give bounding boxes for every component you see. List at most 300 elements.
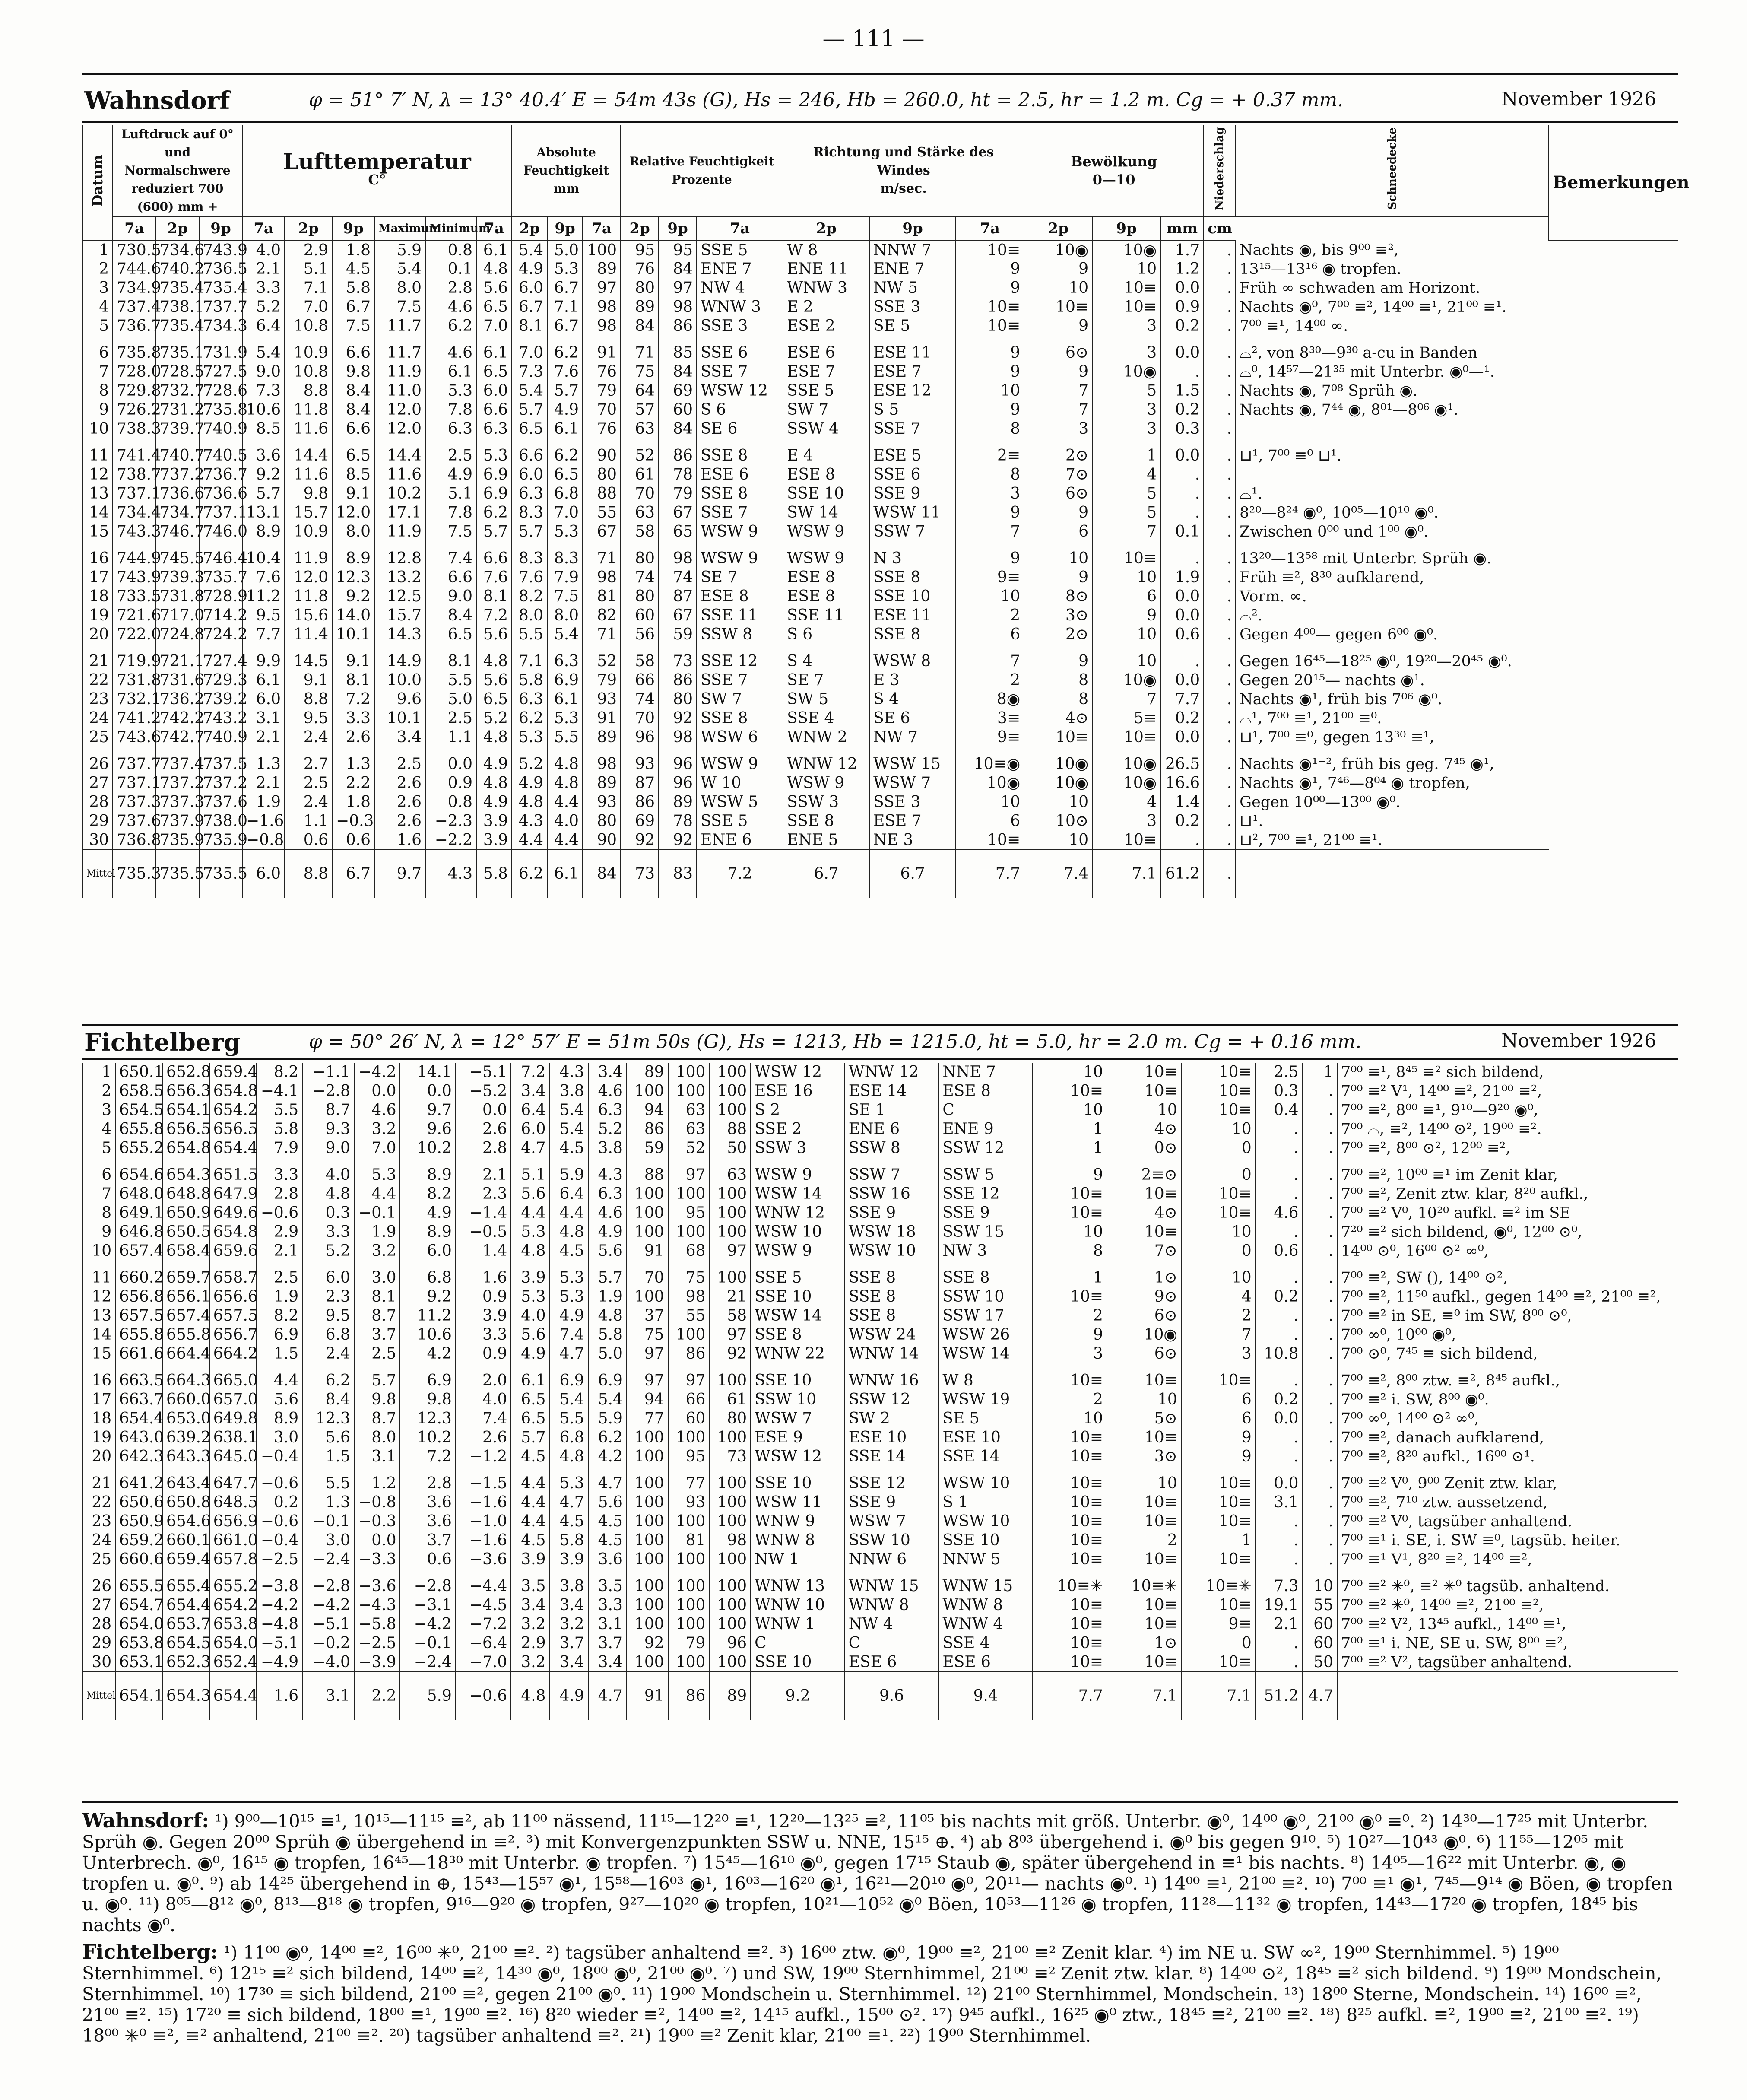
table-cell: 9.1 xyxy=(332,652,374,671)
table-cell: 4.6 xyxy=(425,298,476,317)
table-cell: 6⊙ xyxy=(1024,484,1092,503)
table-cell: 13¹⁵—13¹⁶ ◉ tropfen. xyxy=(1236,260,1549,279)
table-cell: 6.0 xyxy=(511,1120,549,1139)
table-cell: 649.6 xyxy=(209,1204,257,1223)
table-cell: −2.4 xyxy=(302,1550,354,1569)
table-cell: 6.4 xyxy=(242,317,285,336)
footnote-wahnsdorf: Wahnsdorf: ¹) 9⁰⁰—10¹⁵ ≡¹, 10¹⁵—11¹⁵ ≡², ab 11⁰⁰ nässend, 11¹⁵—12²⁰ ≡¹, 12²⁰—13²⁵ ≡², 11⁰⁵ bis nachts mit größ. Unterbr. ◉⁰, 14⁰⁰ ◉⁰, 21⁰⁰ ◉⁰ ≡⁰. ²) 14³⁰—17²⁵ mit Unterbr. Sprüh ◉. Gegen 20⁰⁰ Sprüh ◉ übergehend in ≡². ³) mit Konvergenzpunkten SSW u. NNE, 15¹⁵ ⊕. ⁴) ab 8⁰³ übergehend i. ◉⁰ bis gegen 9¹⁰. ⁵) 10²⁷—10⁴³ ◉⁰. ⁶) 11⁵⁵—12⁰⁵ mit Unterbrech. ◉⁰, 16¹⁵ ◉ tropfen, 16⁴⁵—18³⁰ mit Unterbr. ◉ tropfen. ⁷) 15⁴⁵—16¹⁰ ◉⁰, gegen 17¹⁵ Staub ◉, später übergehend in ≡¹ bis nachts. ⁸) 14⁰⁵—16²² mit Unterbr. ◉, ◉ tropfen u. ◉⁰. ⁹) ab 14²⁵ übergehend in ⊕, 15⁴³—15⁵⁷ ◉¹, 15⁵⁸—16⁰³ ◉¹, 16⁰³—16²⁰ ◉¹, 16²¹—20¹⁰ ◉⁰, 20¹¹— nachts ◉⁰. ¹) 14⁰⁰ ≡¹, 21⁰⁰ ≡². ¹⁰) 7⁰⁰ ≡¹ ◉¹, 7⁴⁵—9¹⁴ ◉ Böen, ◉ tropfen u. ◉⁰. ¹¹) 8⁰⁵—8¹² ◉⁰, 8¹³—8¹⁸ ◉ tropfen, 9¹⁶—9²⁰ ◉ tropfen, 9²⁷—10²⁰ ◉ tropfen, 10²¹—10⁵² ◉⁰ Böen, 10⁵³—11²⁶ ◉ tropfen, 11²⁸—11³² ◉ tropfen, 14⁴³—17²⁰ ◉ tropfen, 18⁴⁵ bis nachts ◉⁰. xyxy=(82,1809,1673,1935)
table-cell: 7 xyxy=(1024,400,1092,419)
table-cell: 664.4 xyxy=(162,1344,209,1363)
table-cell: 5.4 xyxy=(549,1120,588,1139)
table-cell: 656.3 xyxy=(162,1082,209,1101)
mean-row xyxy=(82,1672,1678,1720)
table-cell: 76 xyxy=(583,362,621,381)
table-cell: 2.1 xyxy=(456,1166,511,1185)
table-cell: 657.5 xyxy=(115,1306,162,1325)
table-cell: 10 xyxy=(1024,279,1092,298)
table-cell: 2.1 xyxy=(242,728,285,747)
table-cell: 3.6 xyxy=(242,446,285,465)
table-cell: 650.5 xyxy=(162,1223,209,1242)
table-cell: 1 xyxy=(1033,1268,1107,1287)
table-cell: . xyxy=(1204,400,1236,419)
table-cell: 6.7 xyxy=(512,298,547,317)
table-cell: 7.8 xyxy=(425,400,476,419)
table-cell: NW 1 xyxy=(751,1550,845,1569)
table-cell: 6.7 xyxy=(547,279,583,298)
table-cell: 5.9 xyxy=(549,1166,588,1185)
table-cell: 5.8 xyxy=(512,671,547,690)
table-cell: 8.0 xyxy=(547,606,583,625)
table-cell: 10 xyxy=(1033,1409,1107,1428)
table-cell: 12.3 xyxy=(302,1409,354,1428)
table-cell: . xyxy=(1160,549,1204,568)
table-cell: 100 xyxy=(709,1653,751,1672)
table-cell: 660.2 xyxy=(115,1268,162,1287)
table-cell: SSE 7 xyxy=(697,671,783,690)
table-cell: 2.3 xyxy=(456,1185,511,1204)
table-cell: ESE 8 xyxy=(697,587,783,606)
table-cell: 3.1 xyxy=(354,1447,400,1466)
table-row xyxy=(82,1204,1678,1223)
table-cell: 2.5 xyxy=(354,1344,400,1363)
table-cell: 12.0 xyxy=(332,503,374,522)
table-cell: 8.7 xyxy=(302,1101,354,1120)
table-cell: 6.3 xyxy=(547,652,583,671)
table-cell: 13 xyxy=(82,484,113,503)
table-cell: 10 xyxy=(1033,1223,1107,1242)
table-cell: 1⊙ xyxy=(1107,1634,1181,1653)
table-cell: 654.4 xyxy=(115,1409,162,1428)
table-cell: 1.8 xyxy=(332,793,374,812)
table-cell: 70 xyxy=(621,709,659,728)
table-cell: 2.3 xyxy=(302,1287,354,1306)
mean-cell: 4.9 xyxy=(549,1672,588,1720)
table-cell: 652.8 xyxy=(162,1063,209,1082)
table-cell: 6 xyxy=(956,812,1024,831)
table-cell: 7.8 xyxy=(425,503,476,522)
table-cell: 55 xyxy=(1303,1596,1338,1615)
mean-cell: 4.3 xyxy=(425,850,476,898)
table-row xyxy=(82,709,1678,728)
table-cell: 3⊙ xyxy=(1024,606,1092,625)
table-cell: 5.5 xyxy=(257,1101,303,1120)
table-cell: 8◉ xyxy=(956,690,1024,709)
table-cell: ESE 9 xyxy=(751,1428,845,1447)
table-cell: 17 xyxy=(82,1390,115,1409)
table-cell: . xyxy=(1303,1101,1338,1120)
table-cell: 2.9 xyxy=(257,1223,303,1242)
table-cell: 78 xyxy=(659,465,697,484)
table-cell: ESE 8 xyxy=(938,1082,1033,1101)
table-cell: 2.6 xyxy=(374,812,425,831)
table-cell: 10≡ xyxy=(1107,1185,1181,1204)
table-cell: 4.9 xyxy=(512,260,547,279)
table-cell: SSW 4 xyxy=(783,419,869,438)
table-cell: ESE 16 xyxy=(751,1082,845,1101)
table-cell: 656.8 xyxy=(115,1287,162,1306)
table-cell: 7.3 xyxy=(242,381,285,400)
table-cell: 737.7 xyxy=(113,755,156,774)
table-cell: . xyxy=(1303,1447,1338,1466)
table-cell: 75 xyxy=(668,1268,710,1287)
table-cell: 7.6 xyxy=(476,568,512,587)
table-cell: 12.3 xyxy=(400,1409,455,1428)
table-cell: 4.8 xyxy=(511,1242,549,1261)
table-cell: 10≡ xyxy=(1092,549,1160,568)
table-cell: 7.6 xyxy=(547,362,583,381)
table-cell: . xyxy=(1204,728,1236,747)
table-cell: 5.3 xyxy=(511,1287,549,1306)
table-cell: 10≡ xyxy=(1033,1493,1107,1512)
table-cell: SSW 8 xyxy=(697,625,783,644)
table-cell: 643.3 xyxy=(162,1447,209,1466)
table-row xyxy=(82,419,1678,438)
table-cell: 8.3 xyxy=(512,503,547,522)
table-cell: SSE 10 xyxy=(751,1371,845,1390)
table-cell: 95 xyxy=(621,241,659,260)
table-cell: 0.2 xyxy=(1256,1287,1303,1306)
table-cell: 4.8 xyxy=(547,755,583,774)
table-cell: 1.1 xyxy=(425,728,476,747)
table-row xyxy=(82,568,1678,587)
table-cell: ⌓¹, 7⁰⁰ ≡¹, 21⁰⁰ ≡⁰. xyxy=(1236,709,1549,728)
table-cell: 5.3 xyxy=(354,1166,400,1185)
table-cell: 10≡ xyxy=(1033,1447,1107,1466)
table-cell: 23 xyxy=(82,1512,115,1531)
table-cell: 742.2 xyxy=(156,709,199,728)
table-cell: 10 xyxy=(1024,793,1092,812)
table-cell: 746.4 xyxy=(199,549,242,568)
table-cell: 9≡ xyxy=(956,568,1024,587)
table-cell: 10.2 xyxy=(400,1139,455,1158)
table-cell: W 8 xyxy=(783,241,869,260)
table-cell: SSE 8 xyxy=(869,568,956,587)
footnotes xyxy=(82,1810,1678,2046)
table-cell: 8.0 xyxy=(332,522,374,541)
table-cell: SSE 8 xyxy=(697,484,783,503)
table-cell: 14.5 xyxy=(285,652,332,671)
table-cell: 0.0 xyxy=(354,1531,400,1550)
table-cell: 11 xyxy=(82,1268,115,1287)
table-cell: 733.5 xyxy=(113,587,156,606)
table-cell: 88 xyxy=(709,1120,751,1139)
table-cell: 0.3 xyxy=(1256,1082,1303,1101)
table-cell: SE 7 xyxy=(697,568,783,587)
table-cell: . xyxy=(1204,465,1236,484)
table-cell: 10≡ xyxy=(1181,1082,1256,1101)
table-cell: Früh ∞ schwaden am Horizont. xyxy=(1236,279,1549,298)
table-cell: S 6 xyxy=(783,625,869,644)
table-cell: 98 xyxy=(583,298,621,317)
table-cell: 7.1 xyxy=(285,279,332,298)
table-cell: 8.1 xyxy=(476,587,512,606)
table-cell: 731.8 xyxy=(113,671,156,690)
table-cell: 0.0 xyxy=(1256,1474,1303,1493)
table-cell: WSW 10 xyxy=(751,1223,845,1242)
table-cell: 100 xyxy=(709,1474,751,1493)
table-cell: 0.2 xyxy=(1256,1390,1303,1409)
table-cell: 60 xyxy=(668,1409,710,1428)
table-row xyxy=(82,625,1678,644)
table-cell: 11.7 xyxy=(374,343,425,362)
table-cell: 654.6 xyxy=(162,1512,209,1531)
table-cell: 10.6 xyxy=(400,1325,455,1344)
table-cell: 80 xyxy=(621,549,659,568)
table-cell: 6.7 xyxy=(332,298,374,317)
table-cell: 5.9 xyxy=(374,241,425,260)
table-cell: 16.6 xyxy=(1160,774,1204,793)
table-cell: 9.8 xyxy=(332,362,374,381)
table-cell: 9 xyxy=(956,362,1024,381)
table-cell: 2.7 xyxy=(285,755,332,774)
table-cell: 657.4 xyxy=(162,1306,209,1325)
table-cell: 5.6 xyxy=(588,1242,627,1261)
table-cell: 7 xyxy=(956,522,1024,541)
table-cell: 10≡ xyxy=(1033,1596,1107,1615)
table-cell: 732.1 xyxy=(113,690,156,709)
table-cell: 10≡ xyxy=(1107,1428,1181,1447)
table-cell: 79 xyxy=(583,381,621,400)
mean-row xyxy=(82,850,1678,898)
table-cell: WSW 24 xyxy=(845,1325,939,1344)
table-cell: 11.8 xyxy=(285,587,332,606)
table-cell: 57 xyxy=(621,400,659,419)
table-cell: 665.0 xyxy=(209,1371,257,1390)
table-cell: 7⁰⁰ ≡², 8⁰⁰ ⊙², 12⁰⁰ ≡², xyxy=(1337,1139,1678,1158)
table-cell: 639.2 xyxy=(162,1428,209,1447)
table-cell: 654.3 xyxy=(162,1166,209,1185)
table-cell: 6.6 xyxy=(512,446,547,465)
table-cell: 50 xyxy=(1303,1653,1338,1672)
table-cell: 0.2 xyxy=(1160,317,1204,336)
table-cell: 4.7 xyxy=(588,1474,627,1493)
table-row xyxy=(82,1474,1678,1493)
table-cell: 1.1 xyxy=(285,812,332,831)
table-cell: 5.6 xyxy=(511,1325,549,1344)
table-cell: 652.3 xyxy=(162,1653,209,1672)
table-cell: Zwischen 0⁰⁰ und 1⁰⁰ ◉⁰. xyxy=(1236,522,1549,541)
table-cell: 8.4 xyxy=(425,606,476,625)
table-cell: 11.9 xyxy=(285,549,332,568)
pentad-gap xyxy=(82,336,1678,343)
table-cell: ⊔², 7⁰⁰ ≡¹, 21⁰⁰ ≡¹. xyxy=(1236,831,1549,850)
table-cell: 7 xyxy=(1181,1325,1256,1344)
table-cell: 737.3 xyxy=(113,793,156,812)
table-cell: C xyxy=(845,1634,939,1653)
header-rule-2 xyxy=(82,1058,1678,1060)
table-cell: 1.4 xyxy=(456,1242,511,1261)
mean-cell: 1.6 xyxy=(257,1672,303,1720)
table-cell: 1 xyxy=(1033,1120,1107,1139)
table-cell: 7.4 xyxy=(425,549,476,568)
table-cell: 10≡ xyxy=(1181,1653,1256,1672)
table-cell: 7.6 xyxy=(512,568,547,587)
table-cell: 7⁰⁰ ≡², Zenit ztw. klar, 8²⁰ aufkl., xyxy=(1337,1185,1678,1204)
table-cell: 714.2 xyxy=(199,606,242,625)
table-cell: 6.6 xyxy=(332,419,374,438)
table-cell: 10≡ xyxy=(1107,1371,1181,1390)
table-cell: 9 xyxy=(1181,1447,1256,1466)
table-cell: . xyxy=(1160,484,1204,503)
table-cell: 4.8 xyxy=(476,652,512,671)
table-cell: 728.5 xyxy=(156,362,199,381)
table-cell: 10≡ xyxy=(1181,1063,1256,1082)
table-cell: 100 xyxy=(709,1223,751,1242)
table-cell: 7⁰⁰ ≡¹ i. NE, SE u. SW, 8⁰⁰ ≡², xyxy=(1337,1634,1678,1653)
table-cell: 93 xyxy=(668,1493,710,1512)
table-cell: 10 xyxy=(956,793,1024,812)
table-cell: −1.1 xyxy=(302,1063,354,1082)
table-cell: 80 xyxy=(709,1409,751,1428)
table-cell: . xyxy=(1303,1120,1338,1139)
col-wind: Richtung und Stärke des Windes m/sec. xyxy=(783,125,1024,216)
table-cell: . xyxy=(1303,1531,1338,1550)
table-cell: −4.2 xyxy=(400,1615,455,1634)
table-cell: 7.1 xyxy=(512,652,547,671)
table-cell: 100 xyxy=(627,1615,668,1634)
table-cell: 100 xyxy=(668,1325,710,1344)
table-cell: 7⁰⁰ ≡² V¹, 14⁰⁰ ≡², 21⁰⁰ ≡², xyxy=(1337,1082,1678,1101)
table-cell: 3 xyxy=(1092,400,1160,419)
table-cell: S 5 xyxy=(869,400,956,419)
table-cell: . xyxy=(1204,774,1236,793)
table-cell: 100 xyxy=(709,1428,751,1447)
table-cell: 721.6 xyxy=(113,606,156,625)
table-cell: 22 xyxy=(82,1493,115,1512)
table-cell: 1.2 xyxy=(1160,260,1204,279)
table-cell: 10◉ xyxy=(1092,671,1160,690)
table-cell: 8.8 xyxy=(285,381,332,400)
table-row xyxy=(82,1139,1678,1158)
table-cell: −0.3 xyxy=(354,1512,400,1531)
mean-cell: 6.7 xyxy=(332,850,374,898)
table-cell: . xyxy=(1204,549,1236,568)
mean-label: Mittel xyxy=(82,1672,115,1720)
table-cell: ESE 8 xyxy=(783,465,869,484)
table-cell: WSW 9 xyxy=(697,549,783,568)
table-row xyxy=(82,1615,1678,1634)
table-cell: 5.6 xyxy=(302,1428,354,1447)
col-rel-humidity: Relative Feuchtigkeit Prozente xyxy=(621,125,783,216)
table-cell: 3.8 xyxy=(549,1577,588,1596)
table-cell: 11.9 xyxy=(374,362,425,381)
table-cell: 10≡ xyxy=(956,241,1024,260)
table-cell: SSW 10 xyxy=(845,1531,939,1550)
table-cell: 4.0 xyxy=(511,1306,549,1325)
table-cell: SSW 10 xyxy=(751,1390,845,1409)
table-row xyxy=(82,241,1678,260)
table-cell: −1.0 xyxy=(456,1512,511,1531)
table-cell: 659.4 xyxy=(162,1550,209,1569)
table-cell: 654.8 xyxy=(209,1223,257,1242)
table-cell: 63 xyxy=(709,1166,751,1185)
table-cell: . xyxy=(1256,1139,1303,1158)
table-cell: 728.6 xyxy=(199,381,242,400)
table-cell: SSE 5 xyxy=(697,812,783,831)
table-cell: . xyxy=(1303,1185,1338,1204)
table-cell: 7.2 xyxy=(332,690,374,709)
table-cell: 6.4 xyxy=(511,1101,549,1120)
table-row xyxy=(82,446,1678,465)
table-cell: 1 xyxy=(1092,446,1160,465)
table-cell: . xyxy=(1256,1550,1303,1569)
table-cell: 1.6 xyxy=(456,1268,511,1287)
table-cell: WSW 9 xyxy=(783,549,869,568)
table-cell: 734.9 xyxy=(113,279,156,298)
table-cell: NNW 7 xyxy=(869,241,956,260)
table-cell: 7⊙ xyxy=(1107,1242,1181,1261)
table-cell: 656.9 xyxy=(209,1512,257,1531)
mean-cell: 9.6 xyxy=(845,1672,939,1720)
table-cell: −0.1 xyxy=(400,1634,455,1653)
table-cell: 5.8 xyxy=(257,1120,303,1139)
table-cell: WSW 19 xyxy=(938,1390,1033,1409)
table-cell: . xyxy=(1204,279,1236,298)
table-cell: SSE 9 xyxy=(938,1204,1033,1223)
table-cell: 7.0 xyxy=(354,1139,400,1158)
table-cell: 737.1 xyxy=(199,503,242,522)
table-cell: . xyxy=(1160,831,1204,850)
table-cell: 6.3 xyxy=(512,690,547,709)
table-cell: 77 xyxy=(668,1474,710,1493)
table-cell: −3.1 xyxy=(400,1596,455,1615)
table-cell: 86 xyxy=(621,793,659,812)
table-cell: 5.7 xyxy=(547,381,583,400)
table-cell: 81 xyxy=(668,1531,710,1550)
table-cell: 719.9 xyxy=(113,652,156,671)
table-cell: 6.9 xyxy=(400,1371,455,1390)
table-row xyxy=(82,1242,1678,1261)
table-cell: 5.5 xyxy=(512,625,547,644)
table-cell: 9 xyxy=(956,279,1024,298)
table-cell: 643.4 xyxy=(162,1474,209,1493)
table-cell: 7⁰⁰ ≡² V⁰, 9⁰⁰ Zenit ztw. klar, xyxy=(1337,1474,1678,1493)
table-cell: 100 xyxy=(668,1428,710,1447)
table-cell: 743.9 xyxy=(113,568,156,587)
table-cell: 98 xyxy=(583,755,621,774)
table-cell: 67 xyxy=(659,606,697,625)
table-cell: 654.8 xyxy=(209,1082,257,1101)
table-cell: 100 xyxy=(668,1550,710,1569)
table-cell: . xyxy=(1160,362,1204,381)
table-cell: 30 xyxy=(82,831,113,850)
table-cell: 7 xyxy=(956,652,1024,671)
table-cell: 0.2 xyxy=(1160,400,1204,419)
table-cell: 98 xyxy=(583,317,621,336)
table-cell: −0.3 xyxy=(332,812,374,831)
table-cell: 9.5 xyxy=(302,1306,354,1325)
mean-cell: 2.2 xyxy=(354,1672,400,1720)
table-row xyxy=(82,1306,1678,1325)
mean-cell: 735.5 xyxy=(199,850,242,898)
table-cell: 65 xyxy=(659,522,697,541)
table-cell: ENE 7 xyxy=(697,260,783,279)
table-cell: −1.6 xyxy=(242,812,285,831)
table-cell: 5.6 xyxy=(476,671,512,690)
table-cell: 10≡ xyxy=(1092,298,1160,317)
table-cell: 100 xyxy=(627,1082,668,1101)
table-cell: −4.5 xyxy=(456,1596,511,1615)
table-cell: SSE 4 xyxy=(783,709,869,728)
table-cell: 6.5 xyxy=(425,625,476,644)
table-cell: 746.0 xyxy=(199,522,242,541)
table-cell: 2 xyxy=(956,606,1024,625)
table-cell: . xyxy=(1256,1447,1303,1466)
table-cell: 79 xyxy=(668,1634,710,1653)
table-cell: WNW 12 xyxy=(845,1063,939,1082)
table-cell: 14.4 xyxy=(374,446,425,465)
table-cell: 11.7 xyxy=(374,317,425,336)
